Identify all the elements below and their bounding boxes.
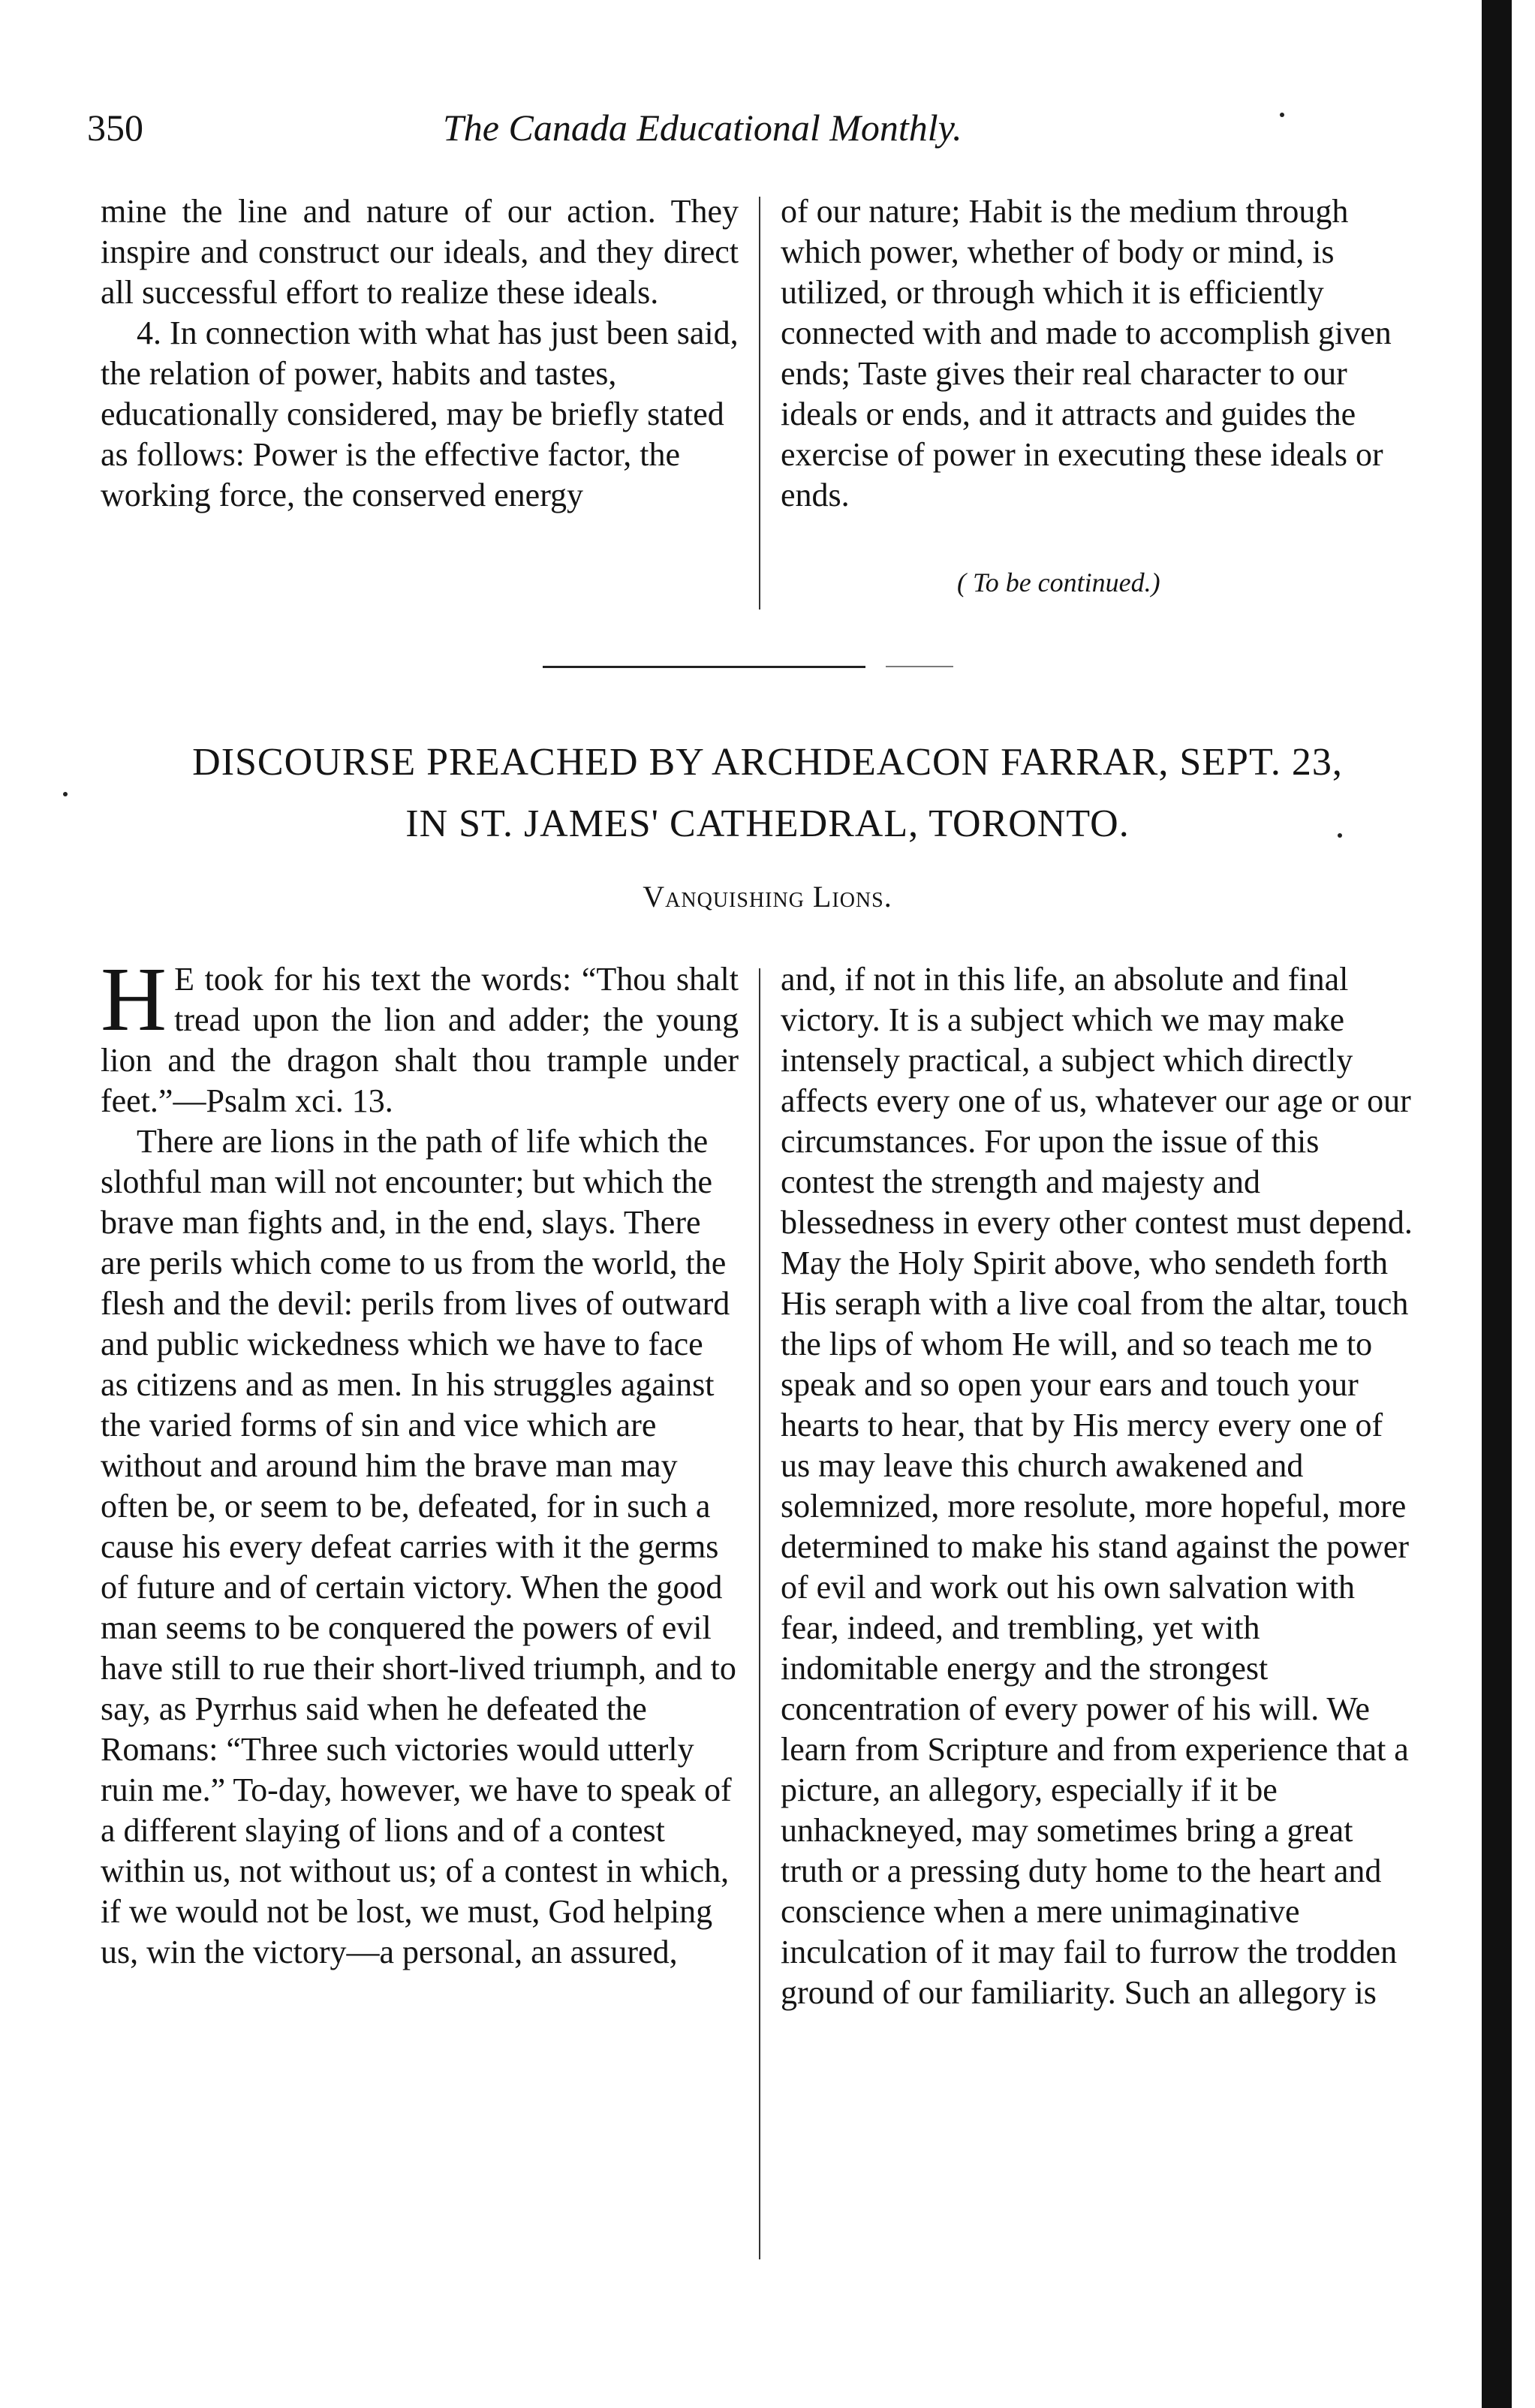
section-separator-rule-tail [886, 666, 953, 667]
top-left-column [101, 191, 739, 516]
article-column-divider [759, 968, 760, 2259]
journal-title: The Canada Educational Monthly. [443, 107, 962, 149]
top-left-paragraph-2: 4. In connection with what has just been said, the relation of power, habits and tastes, educationally considered, may be briefly stated as follows: Power is the effective factor, the working force, the conserved energy [101, 315, 739, 513]
opening-text: E took for his text the words: “Thou shalt tread upon the lion and adder; the young lion and the dragon shalt thou trample under feet.”—Psalm xci. 13. [101, 961, 739, 1119]
top-left-paragraph-1: mine the line and nature of our action. They inspire and construct our ideals, and they direct all successful effort to realize these ideals. [101, 193, 739, 311]
article-left-paragraph-2: There are lions in the path of life which the slothful man will not encounter; but which the brave man fights and, in the end, slays. There are perils which come to us from the world, the flesh and the devil: perils from lives of outward and public wickedness which we have to face as citizens and as men. In his struggles against the varied forms of sin and vice which are without and around him the brave man may often be, or seem to be, defeated, for in such a cause his every defeat carries with it the germs of future and of certain victory. When the good man seems to be conquered the powers of evil have still to rue their short-lived triumph, and to say, as Pyrrhus said when he defeated the Romans: “Three such victories would utterly ruin me.” To-day, however, we have to speak of a different slaying of lions and of a contest within us, not without us; of a contest in which, if we would not be lost, we must, God helping us, win the victory—a personal, an assured, [101, 1123, 736, 1970]
article-title-line-1: DISCOURSE PREACHED BY ARCHDEACON FARRAR, SEPT. 23, [192, 741, 1343, 784]
section-separator-rule [543, 666, 865, 668]
top-right-paragraph: of our nature; Habit is the medium through which power, whether of body or mind, is utilized, or through which it is efficiently connected with and made to accomplish given ends; Taste gives their real character to our ideals or ends, and it attracts and guides the exercise of power in executing these ideals or ends. [781, 193, 1392, 513]
article-left-column [101, 949, 739, 1973]
article-title-line-2: IN ST. JAMES' CATHEDRAL, TORONTO. [405, 802, 1130, 845]
article-right-paragraph: and, if not in this life, an absolute and final victory. It is a subject which we may make intensely practical, a subject which directly affects every one of us, whatever our age or our circumstances. For upon the issue of this contest the strength and majesty and blessedness in every other contest must depend. May the Holy Spirit above, who sendeth forth His seraph with a live coal from the altar, touch the lips of whom He will, and so teach me to speak and so open your ears and touch your hearts to hear, that by His mercy every one of us may leave this church awakened and solemnized, more resolute, more hopeful, more determined to make his stand against the power of evil and work out his own salvation with fear, indeed, and trembling, yet with indomitable energy and the strongest concentration of every power of his will. We learn from Scripture and from experience that a picture, an allegory, especially if it be unhackneyed, may sometimes bring a great truth or a pressing duty home to the heart and conscience when a mere unimaginative inculcation of it may fail to furrow the trodden ground of our familiarity. Such an allegory is [781, 961, 1413, 2011]
top-right-column [781, 191, 1417, 516]
scan-speck [63, 792, 68, 796]
article-left-paragraph-1 [101, 949, 739, 1121]
scan-speck [1280, 113, 1284, 117]
article-right-column [781, 959, 1417, 2013]
article-subtitle: Vanquishing Lions. [643, 880, 892, 914]
top-column-divider [759, 197, 760, 610]
to-be-continued-note: ( To be continued.) [957, 567, 1160, 597]
drop-cap: H [101, 949, 167, 1050]
scan-edge-bar [1482, 0, 1512, 2408]
page-number: 350 [87, 107, 143, 149]
scan-speck [1338, 833, 1342, 838]
